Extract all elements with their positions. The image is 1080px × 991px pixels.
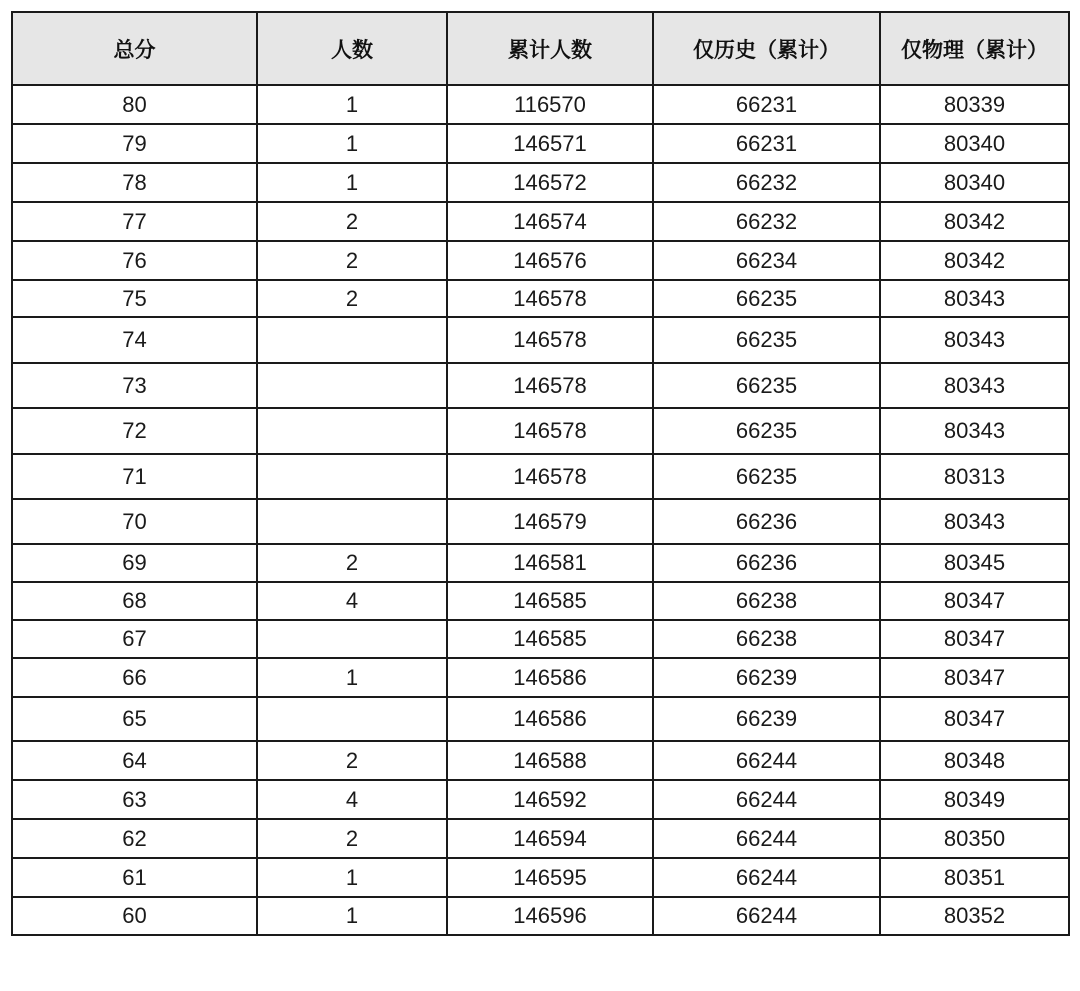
cell-history-only: 66239 [653, 658, 880, 697]
table-row [12, 280, 1069, 317]
cell-cumulative-count: 146572 [447, 163, 653, 202]
cell-physics-only: 80343 [880, 280, 1069, 317]
cell-total-score: 69 [12, 544, 257, 582]
table-row [12, 124, 1069, 163]
table-row [12, 697, 1069, 741]
cell-physics-only: 80340 [880, 124, 1069, 163]
cell-history-only: 66234 [653, 241, 880, 280]
cell-count: 2 [257, 544, 447, 582]
cell-total-score: 73 [12, 363, 257, 408]
cell-count [257, 408, 447, 454]
cell-history-only: 66232 [653, 163, 880, 202]
cell-physics-only: 80347 [880, 658, 1069, 697]
cell-history-only: 66244 [653, 858, 880, 897]
cell-total-score: 61 [12, 858, 257, 897]
cell-count: 1 [257, 897, 447, 935]
cell-cumulative-count: 146576 [447, 241, 653, 280]
cell-total-score: 80 [12, 85, 257, 124]
cell-total-score: 71 [12, 454, 257, 499]
cell-count: 2 [257, 280, 447, 317]
table-row [12, 897, 1069, 935]
table-row [12, 819, 1069, 858]
table-row [12, 620, 1069, 658]
cell-count: 2 [257, 241, 447, 280]
cell-cumulative-count: 146586 [447, 697, 653, 741]
table-row [12, 163, 1069, 202]
cell-count [257, 454, 447, 499]
cell-cumulative-count: 146585 [447, 582, 653, 620]
cell-physics-only: 80352 [880, 897, 1069, 935]
cell-total-score: 62 [12, 819, 257, 858]
cell-count: 1 [257, 858, 447, 897]
cell-physics-only: 80351 [880, 858, 1069, 897]
cell-history-only: 66231 [653, 85, 880, 124]
cell-physics-only: 80347 [880, 697, 1069, 741]
cell-history-only: 66235 [653, 408, 880, 454]
cell-total-score: 75 [12, 280, 257, 317]
cell-history-only: 66236 [653, 499, 880, 544]
table-row [12, 582, 1069, 620]
cell-count: 2 [257, 202, 447, 241]
cell-physics-only: 80343 [880, 499, 1069, 544]
cell-physics-only: 80347 [880, 582, 1069, 620]
cell-physics-only: 80342 [880, 202, 1069, 241]
cell-physics-only: 80348 [880, 741, 1069, 780]
header-row [12, 12, 1069, 85]
cell-total-score: 65 [12, 697, 257, 741]
cell-history-only: 66235 [653, 454, 880, 499]
cell-history-only: 66235 [653, 363, 880, 408]
cell-total-score: 78 [12, 163, 257, 202]
cell-history-only: 66239 [653, 697, 880, 741]
cell-history-only: 66231 [653, 124, 880, 163]
header-total-score: 总分 [12, 12, 257, 85]
cell-physics-only: 80349 [880, 780, 1069, 819]
cell-count: 4 [257, 780, 447, 819]
cell-total-score: 64 [12, 741, 257, 780]
cell-cumulative-count: 146595 [447, 858, 653, 897]
cell-cumulative-count: 116570 [447, 85, 653, 124]
cell-physics-only: 80340 [880, 163, 1069, 202]
table-row [12, 241, 1069, 280]
table-row [12, 408, 1069, 454]
table-row [12, 85, 1069, 124]
cell-history-only: 66236 [653, 544, 880, 582]
cell-cumulative-count: 146588 [447, 741, 653, 780]
cell-history-only: 66232 [653, 202, 880, 241]
cell-cumulative-count: 146578 [447, 408, 653, 454]
cell-cumulative-count: 146571 [447, 124, 653, 163]
score-table [11, 11, 1070, 936]
cell-history-only: 66235 [653, 280, 880, 317]
cell-count: 1 [257, 658, 447, 697]
cell-history-only: 66238 [653, 620, 880, 658]
header-count: 人数 [257, 12, 447, 85]
cell-total-score: 72 [12, 408, 257, 454]
cell-count [257, 363, 447, 408]
cell-physics-only: 80313 [880, 454, 1069, 499]
table-body [12, 85, 1069, 935]
cell-cumulative-count: 146578 [447, 317, 653, 363]
cell-cumulative-count: 146596 [447, 897, 653, 935]
cell-total-score: 79 [12, 124, 257, 163]
cell-history-only: 66244 [653, 897, 880, 935]
cell-cumulative-count: 146578 [447, 280, 653, 317]
cell-total-score: 67 [12, 620, 257, 658]
cell-history-only: 66238 [653, 582, 880, 620]
cell-cumulative-count: 146578 [447, 454, 653, 499]
cell-total-score: 68 [12, 582, 257, 620]
table-row [12, 544, 1069, 582]
cell-total-score: 77 [12, 202, 257, 241]
cell-cumulative-count: 146581 [447, 544, 653, 582]
cell-physics-only: 80343 [880, 363, 1069, 408]
header-history-only-cumulative: 仅历史（累计） [653, 12, 880, 85]
table-row [12, 454, 1069, 499]
cell-physics-only: 80339 [880, 85, 1069, 124]
table-row [12, 780, 1069, 819]
cell-count [257, 499, 447, 544]
cell-history-only: 66244 [653, 741, 880, 780]
cell-total-score: 66 [12, 658, 257, 697]
cell-count: 1 [257, 163, 447, 202]
cell-count: 1 [257, 124, 447, 163]
cell-physics-only: 80342 [880, 241, 1069, 280]
cell-total-score: 63 [12, 780, 257, 819]
table-row [12, 499, 1069, 544]
cell-count: 1 [257, 85, 447, 124]
table-row [12, 202, 1069, 241]
cell-total-score: 74 [12, 317, 257, 363]
cell-cumulative-count: 146585 [447, 620, 653, 658]
cell-cumulative-count: 146594 [447, 819, 653, 858]
table-row [12, 858, 1069, 897]
cell-history-only: 66244 [653, 819, 880, 858]
table-row [12, 363, 1069, 408]
cell-total-score: 70 [12, 499, 257, 544]
cell-total-score: 60 [12, 897, 257, 935]
cell-count [257, 697, 447, 741]
cell-total-score: 76 [12, 241, 257, 280]
table-row [12, 658, 1069, 697]
cell-physics-only: 80343 [880, 408, 1069, 454]
cell-count: 4 [257, 582, 447, 620]
cell-physics-only: 80345 [880, 544, 1069, 582]
cell-history-only: 66244 [653, 780, 880, 819]
cell-count: 2 [257, 819, 447, 858]
cell-cumulative-count: 146574 [447, 202, 653, 241]
cell-cumulative-count: 146586 [447, 658, 653, 697]
cell-count: 2 [257, 741, 447, 780]
cell-count [257, 620, 447, 658]
header-cumulative-count: 累计人数 [447, 12, 653, 85]
cell-cumulative-count: 146578 [447, 363, 653, 408]
cell-cumulative-count: 146592 [447, 780, 653, 819]
table-row [12, 741, 1069, 780]
cell-cumulative-count: 146579 [447, 499, 653, 544]
cell-physics-only: 80343 [880, 317, 1069, 363]
cell-history-only: 66235 [653, 317, 880, 363]
cell-count [257, 317, 447, 363]
header-physics-only-cumulative: 仅物理（累计） [880, 12, 1069, 85]
cell-physics-only: 80350 [880, 819, 1069, 858]
table-row [12, 317, 1069, 363]
cell-physics-only: 80347 [880, 620, 1069, 658]
table-header [12, 12, 1069, 85]
